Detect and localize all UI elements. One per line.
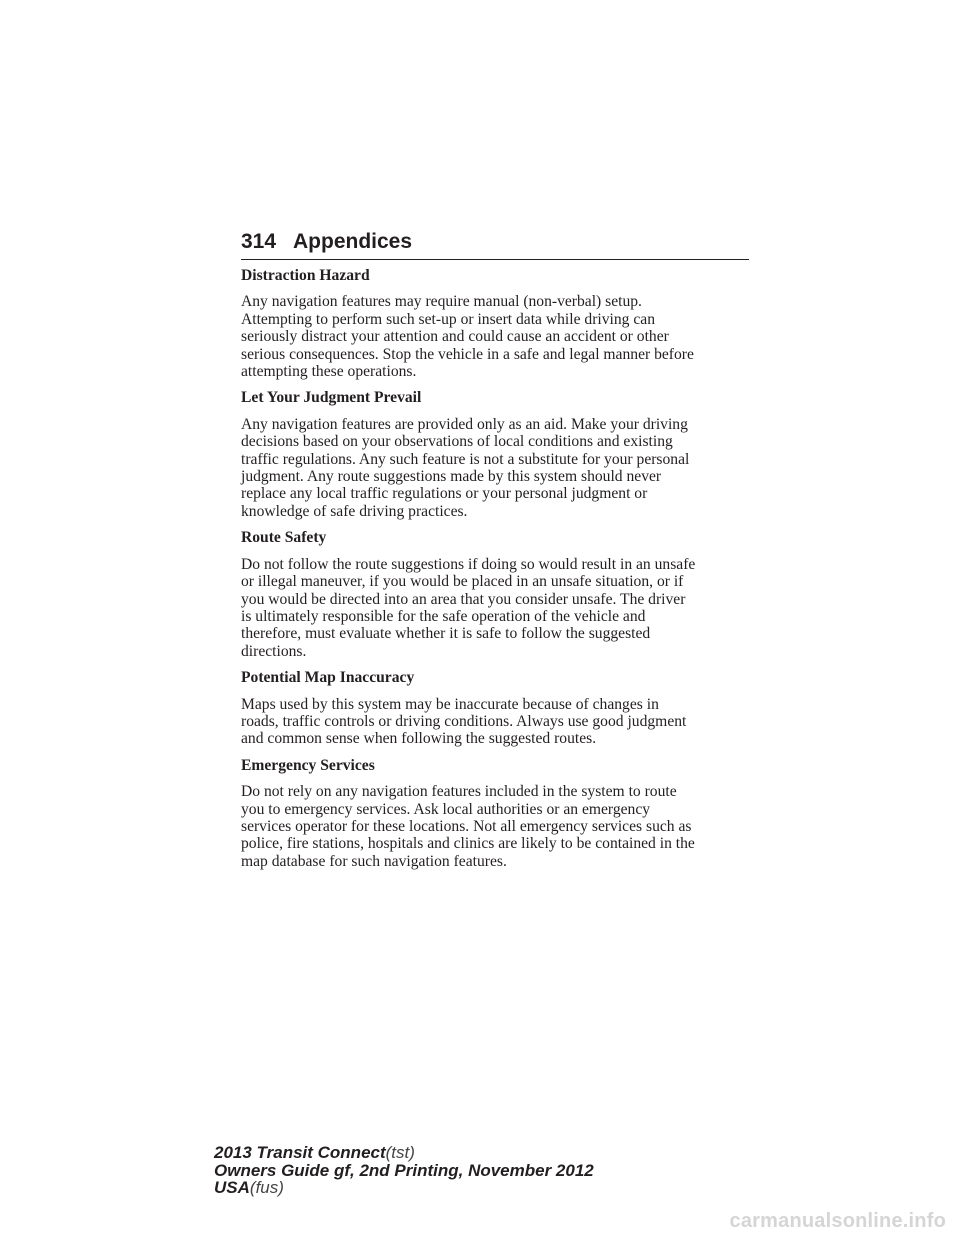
text-line: map database for such navigation features.: [241, 852, 507, 870]
page-header: [241, 229, 749, 260]
text-line: or illegal maneuver, if you would be placed in an unsafe situation, or if: [241, 573, 684, 591]
footer-model-name: 2013 Transit Connect: [214, 1143, 386, 1162]
text-line: directions.: [241, 642, 307, 660]
site-watermark: carmanualsonline.info: [729, 1210, 946, 1232]
section-heading-route-safety: Route Safety: [241, 529, 327, 547]
text-line: replace any local traffic regulations or your personal judgment or: [241, 485, 648, 503]
section-body-route-safety: [241, 556, 753, 660]
text-line: you would be directed into an area that you consider unsafe. The driver: [241, 590, 686, 608]
text-line: serious consequences. Stop the vehicle in a safe and legal manner before: [241, 345, 694, 363]
section-heading-emergency-services: Emergency Services: [241, 756, 375, 774]
text-line: judgment. Any route suggestions made by this system should never: [241, 468, 662, 486]
text-line: is ultimately responsible for the safe operation of the vehicle and: [241, 607, 646, 625]
section-heading-judgment: Let Your Judgment Prevail: [241, 389, 422, 407]
section-heading-distraction-hazard: Distraction Hazard: [241, 267, 370, 284]
text-line: Do not follow the route suggestions if doing so would result in an unsafe: [241, 555, 696, 573]
text-line: police, fire stations, hospitals and clinics are likely to be contained in the: [241, 835, 695, 853]
text-line: Maps used by this system may be inaccurate because of changes in: [241, 695, 659, 713]
text-line: roads, traffic controls or driving conditions. Always use good judgment: [241, 712, 687, 730]
section-title: Appendices: [293, 230, 413, 253]
page-number: 314: [241, 230, 277, 253]
text-line: services operator for these locations. Not all emergency services such as: [241, 817, 692, 835]
section-body-emergency-services: [241, 783, 753, 870]
text-line: knowledge of safe driving practices.: [241, 502, 468, 520]
text-line: Attempting to perform such set-up or insert data while driving can: [241, 310, 655, 328]
footer-market-code: (fus): [249, 1178, 284, 1197]
text-line: Do not rely on any navigation features included in the system to route: [241, 783, 677, 801]
footer-market-name: USA: [214, 1178, 250, 1197]
text-line: Any navigation features may require manual (non-verbal) setup.: [241, 293, 642, 311]
footer-line-printing: Owners Guide gf, 2nd Printing, November 2012: [214, 1160, 594, 1180]
section-body-map-inaccuracy: [241, 696, 753, 748]
footer-model-code: (tst): [385, 1143, 415, 1162]
text-line: Any navigation features are provided only as an aid. Make your driving: [241, 415, 688, 433]
text-line: attempting these operations.: [241, 363, 417, 381]
section-heading-map-inaccuracy: Potential Map Inaccuracy: [241, 669, 415, 687]
document-footer: [214, 1144, 594, 1197]
page-content: [241, 267, 753, 879]
text-line: seriously distract your attention and could cause an accident or other: [241, 328, 669, 346]
text-line: traffic regulations. Any such feature is not a substitute for your personal: [241, 450, 690, 468]
text-line: you to emergency services. Ask local authorities or an emergency: [241, 800, 651, 818]
text-line: therefore, must evaluate whether it is safe to follow the suggested: [241, 625, 651, 643]
text-line: decisions based on your observations of local conditions and existing: [241, 433, 673, 451]
footer-line-model: [214, 1144, 594, 1162]
section-body-judgment: [241, 416, 753, 520]
section-body-distraction-hazard: [241, 293, 753, 380]
text-line: and common sense when following the suggested routes.: [241, 730, 597, 748]
footer-line-market: [214, 1179, 594, 1197]
